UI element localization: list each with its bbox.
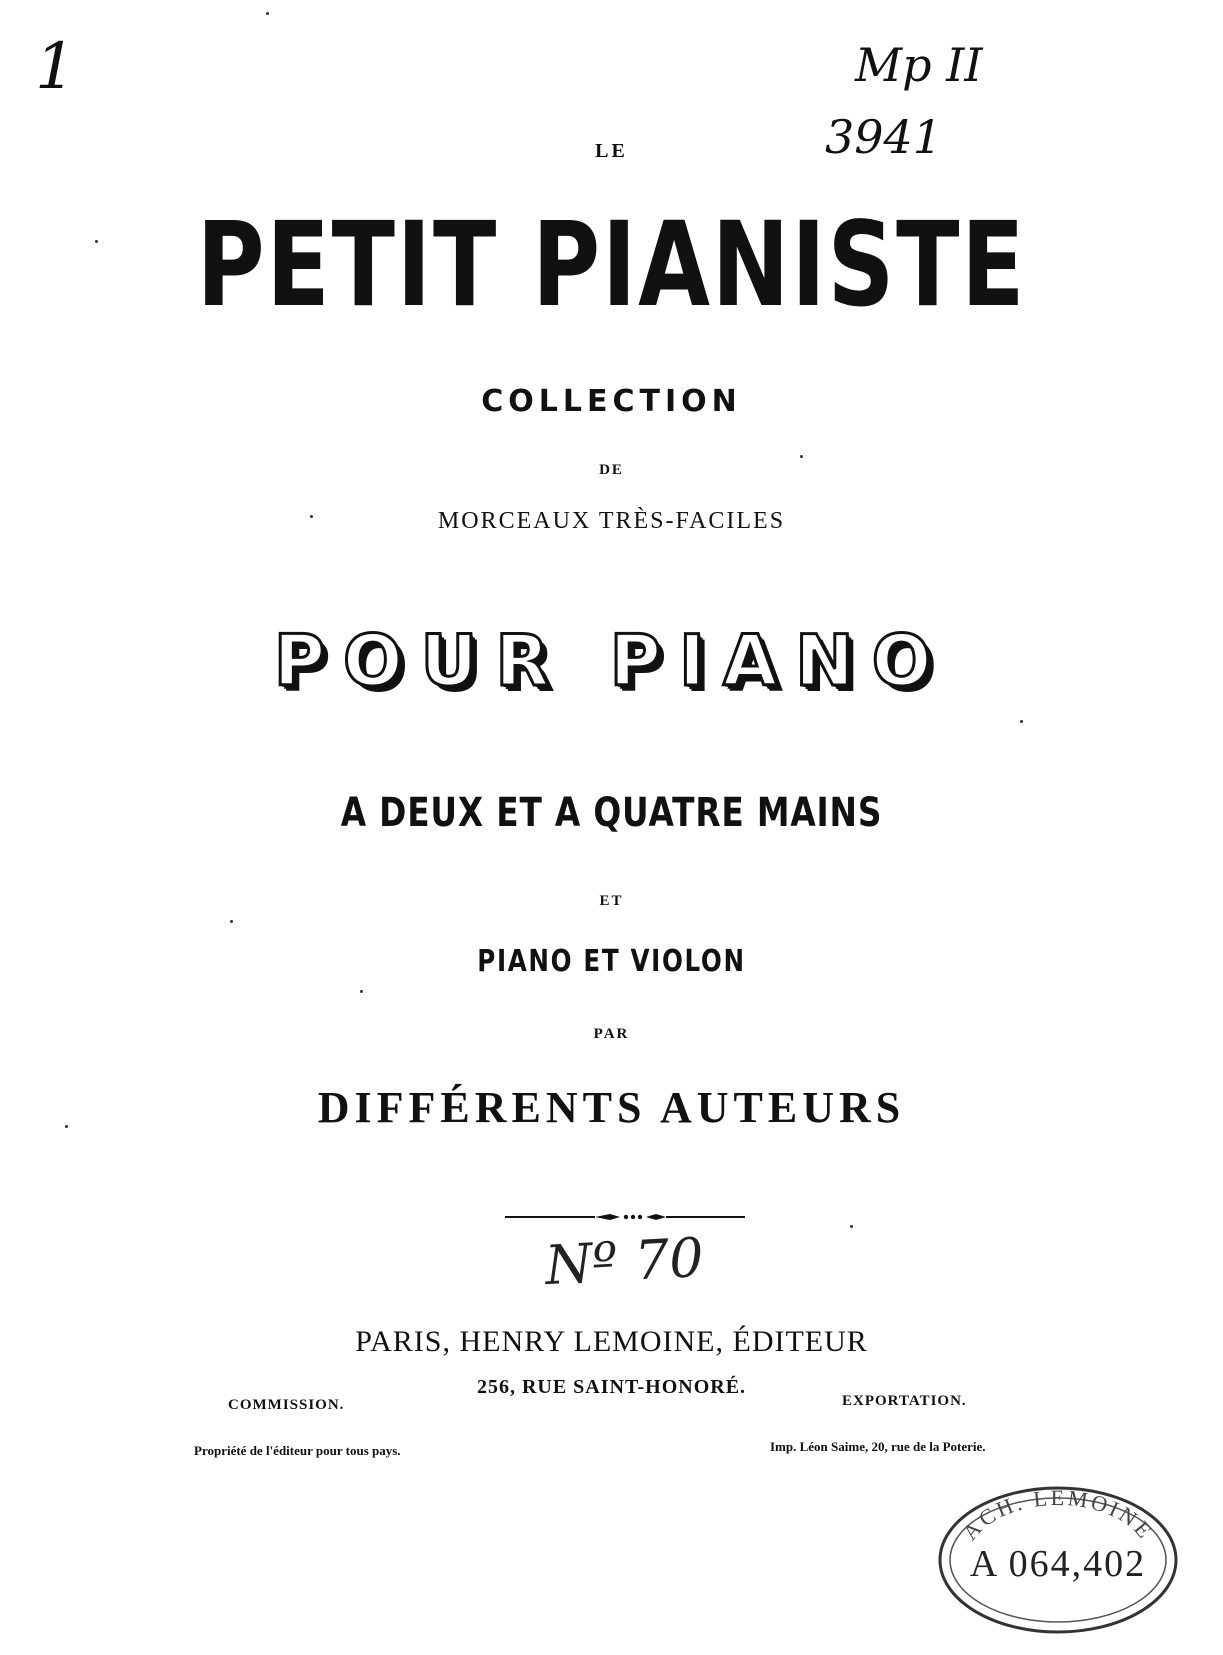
stamp-number: A 064,402 (969, 1543, 1147, 1585)
ornament-divider (505, 1212, 745, 1222)
handwritten-corner-mark: 1 (35, 30, 76, 104)
svg-text:ACH. LEMOINE (957, 1485, 1159, 1545)
title-article: LE (595, 140, 628, 162)
de-text: DE (599, 462, 624, 478)
publisher-address: 256, RUE SAINT-HONORÉ. (476, 1376, 747, 1398)
pour-piano-heading: POUR PIANO (273, 620, 950, 702)
mains-heading: A DEUX ET A QUATRE MAINS (340, 790, 883, 836)
publisher-line: PARIS, HENRY LEMOINE, ÉDITEUR (355, 1325, 868, 1358)
commission-label: COMMISSION. (228, 1397, 345, 1413)
main-title: PETIT PIANISTE (196, 198, 1027, 333)
printer-notice: Imp. Léon Saime, 20, rue de la Poterie. (770, 1439, 986, 1454)
handwritten-issue-number: Nº 70 (543, 1225, 706, 1298)
exportation-label: EXPORTATION. (842, 1393, 967, 1409)
stamp-top-text: ACH. LEMOINE (957, 1484, 1159, 1545)
piano-violon-heading: PIANO ET VIOLON (477, 944, 746, 979)
par-text: PAR (593, 1026, 630, 1042)
et-text: ET (599, 893, 624, 909)
subtitle-morceaux: MORCEAUX TRÈS-FACILES (437, 508, 786, 534)
collection-heading: COLLECTION (481, 384, 742, 419)
authors-heading: DIFFÉRENTS AUTEURS (317, 1083, 906, 1132)
library-stamp (933, 1480, 1183, 1640)
property-notice: Propriété de l'éditeur pour tous pays. (194, 1443, 401, 1458)
handwritten-shelf-mark-bottom: 3941 (825, 110, 943, 164)
handwritten-shelf-mark-top: Mp II (855, 38, 983, 92)
